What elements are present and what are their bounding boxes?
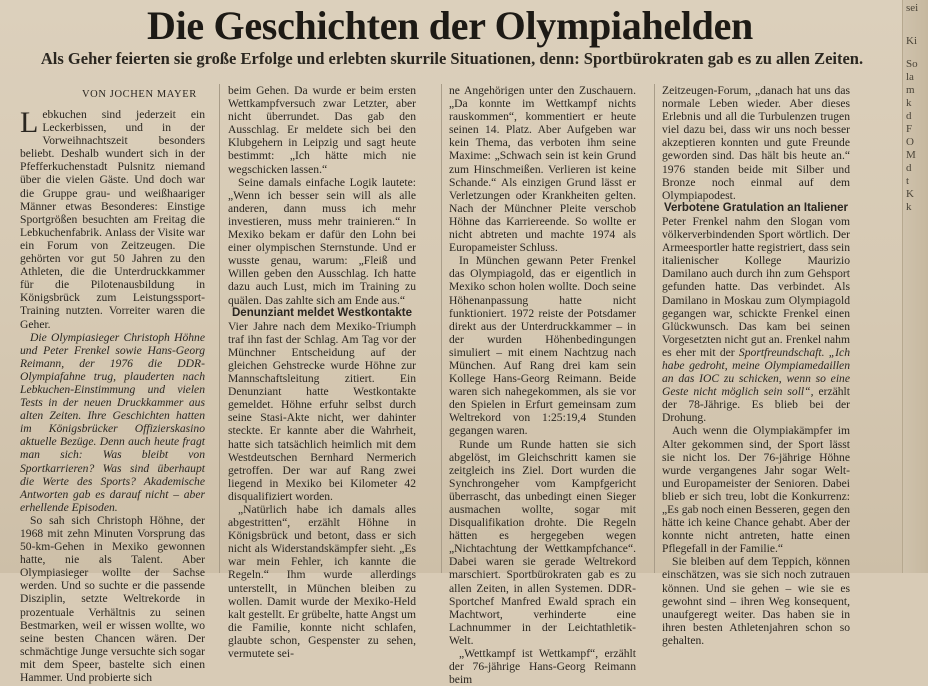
paragraph-text: Peter Frenkel nahm den Slogan vom völkerverbindenden Sport wörtlich. Der Armeesportler hatte registriert, dass sein italienischer Kollege Maurizio Damilano auch durch ihn zum Gehsport gefunden hatte. Das verbindet. Als Damilano in Moskau zum Olympiagold gegangen war, schickte Frenkel einen Glückwunsch. Das kam bei seinen Vorgesetzten nicht gut an. Frenkel nahm es eher mit der xyxy=(662,214,850,359)
article-column-1 xyxy=(20,108,205,684)
drop-cap: L xyxy=(20,106,39,139)
edge-fragment: k xyxy=(906,97,912,109)
article-column-2 xyxy=(228,84,416,660)
paragraph xyxy=(20,108,205,331)
article-column-4 xyxy=(662,84,850,647)
byline: VON JOCHEN MAYER xyxy=(82,89,197,100)
edge-fragment: t xyxy=(906,175,910,187)
paragraph: Seine damals einfache Logik lautete: „Wenn ich besser sein will als alle anderen, dann muss ich mehr investieren, muss mehr trainieren.“ In Mexiko bekam er dafür den Lohn bei einer olympischen Sternstunde. Und er wusste genau, warum: „Fleiß und Willen geben den Ausschlag. Ich hatte dazu auch Lust, mich im Training zu quälen. Das zahlte sich am Ende aus.“ xyxy=(228,175,416,307)
paragraph: Runde um Runde hatten sie sich abgelöst, im Gleichschritt kamen sie zeitgleich ins Ziel. Dort wurden die Synchrongeher vom Kampfgericht überrascht, das unbedingt einen Sieger ausmachen wollte, sogar mit Disqualifikation drohte. Die Regeln hätten es hergegeben wegen „Nichtachtung der Wettkampfchance“. Dabei waren sie gerade Weltrekord marschiert. Sportbürokraten gab es zu allen Zeiten, in allen Systemen. DDR-Sportchef Manfred Ewald sprach ein Machtwort, verhinderte eine Lachnummer in der Leichtathletik-Welt. xyxy=(449,437,636,647)
paragraph: „Natürlich habe ich damals alles abgestritten“, erzählt Höhne in Königsbrück und betont, dass er sich nicht als Widerstandskämpfer sieht. „Es war mein Fehler, ich kannte die Regeln.“ Ihm wurde allerdings unterstellt, in München bleiben zu wollen. Damit wurde der Mexiko-Held kalt gestellt. Er grübelte, hatte Angst um die Familie, konnte nicht schlafen, glaubte schon, Gespenster zu sehen, vermutete sei- xyxy=(228,503,416,661)
edge-fragment: F xyxy=(906,123,913,135)
edge-fragment: la xyxy=(906,71,914,83)
italic-quote: Sportfreundschaft. „Ich habe gedroht, meine Olympiamedaillen an das IOC zu schicken, wenn so eine Geste nicht möglich sein soll“, xyxy=(662,345,850,399)
edge-fragment: M xyxy=(906,149,916,161)
column-divider xyxy=(219,84,220,573)
paragraph: beim Gehen. Da wurde er beim ersten Wettkampfversuch zwar Letzter, aber nicht überrundet. Das gab den Ausschlag. Er meldete sich bei den Klubgehern in Leipzig und sagt heute bestimmt: „Ich hätte mich nie wegschicken lassen.“ xyxy=(228,84,416,176)
edge-fragment: K xyxy=(906,188,914,200)
edge-fragment: sei xyxy=(906,2,919,14)
paragraph: ne Angehörigen unter den Zuschauern. „Da konnte im Wettkampf nichts rauskommen“, kommentiert er heute seinen 14. Platz. Aber Aufgeben war kein Thema, das verboten ihm seine Maxime: „Schwach sein ist kein Grund zum Hinschmeißen. Verlieren ist keine Schande.“ Als einzigen Grund lässt er Verletzungen oder Krankheiten gelten. Nach der Münchner Pleite verschob Höhne das Karriereende. So wollte er nicht abtreten und machte 1974 als Europameister Schluss. xyxy=(449,84,636,255)
paragraph-text: erzählt der 78-Jährige. Es blieb bei der Drohung. xyxy=(662,385,850,425)
edge-fragment: Ki xyxy=(906,35,917,47)
paragraph: „Wettkampf ist Wettkampf“, erzählt der 76-jährige Hans-Georg Reimann beim xyxy=(449,647,636,686)
article-column-3 xyxy=(449,84,636,686)
paragraph-text: ebkuchen sind jederzeit ein Leckerbissen, und in der Vorweihnachtszeit besonders beliebt. Deshalb wundert sich in der Pfefferkuchenstadt Pulsnitz niemand über die vielen Gäste. Und doch war die Gruppe grau- und weißhaariger Männer etwas Besonderes: Einstige Sportgrößen besuchten am Freitag die Lebkuchenfabrik. Anlass der Visite war ein Forum von Zeitzeugen. Die gehörten vor gut 50 Jahren zu den Athleten, die die Unterdruckkammer für die Pilotenausbildung in Königsbrück zum Leistungssport-Training nutzten. Vorreiter waren die Geher. xyxy=(20,108,205,331)
column-divider xyxy=(654,84,655,573)
headline: Die Geschichten der Olympiahelden xyxy=(146,3,754,48)
column-divider xyxy=(441,84,442,573)
paragraph: In München gewann Peter Frenkel das Olympiagold, das er eigentlich in Mexiko schon holen wollte. Doch seine Höhenanpassung hatte nicht funktioniert. 1972 reiste der Potsdamer direkt aus der Unterdruckkammer – in der wurden Höhenbedingungen simuliert – mit einem Nachtzug nach München. Auf Rang drei kam sein Kollege Hans-Georg Reimann. Beide waren sich nahegekommen, als sie vor den Spielen in Erfurt gemeinsam zum Weltrekord von 1:25:19,4 Stunden gegangen waren. xyxy=(449,254,636,438)
edge-fragment: k xyxy=(906,201,912,213)
paragraph-text: Die Olympiasieger Christoph Höhne und Peter Frenkel sowie Hans-Georg Reimann, der 1976 die DDR-Olympiafahne trug, plauderten nach Lebkuchen-Einstimmung und vielen Tests in der neuen Druckkammer aus alten Zeiten. Ihre Geschichten hatten im Königsbrücker Offizierskasino aktuelle Bezüge. Denn auch heute fragt man sich: Was bleibt von Sportkarrieren? Was sind überhaupt die Werte des Sports? Akademische Antworten gab es darauf nicht – aber erhellende Episoden. xyxy=(20,330,205,514)
edge-fragment: m xyxy=(906,84,915,96)
paragraph xyxy=(662,215,850,425)
paragraph xyxy=(20,331,205,514)
section-subheading: Verbotene Gratulation an Italiener xyxy=(663,201,849,214)
edge-fragment: d xyxy=(906,110,912,122)
edge-fragment: So xyxy=(906,58,918,70)
edge-fragment: O xyxy=(906,136,914,148)
paragraph: So sah sich Christoph Höhne, der 1968 mit zehn Minuten Vorsprung das 50-km-Gehen in Mexiko gewonnen hatte, nie als Talent. Aber Olympiasieger wollte der Sachse werden. Und so suchte er die passende Disziplin, setzte Weltrekorde in prozentuale Verhältnis zu seinen Bestmarken, weil er wissen wollte, wo seine besten Chancen wären. Der schmächtige Junge versuchte sich sogar mit dem Speer, bastelte sich einen Hammer. Und probierte sich xyxy=(20,513,205,685)
paragraph: Zeitzeugen-Forum, „danach hat uns das normale Leben wieder. Aber dieses Erlebnis und all die Turbulenzen trugen viel dazu bei, dass wir uns noch besser akzeptieren konnten und gute Freunde geworden sind. Das hält bis heute an.“ 1976 standen beide mit Silber und Bronze noch einmal auf dem Olympiapodest. xyxy=(662,84,850,202)
edge-fragment: d xyxy=(906,162,912,174)
section-subheading: Denunziant meldet Westkontakte xyxy=(232,306,412,319)
paragraph: Auch wenn die Olympiakämpfer im Alter gekommen sind, der Sport lässt sie nicht los. Der 76-jährige Höhne wurde vergangenes Jahr sogar Welt- und Europameister der Senioren. Dabei blieb er sich treu, lobt die Konkurrenz: „Es gab noch einen Besseren, gegen den hätte ich keine Chance gehabt. Aber der konnte nicht antreten, hatte einen Pflegefall in der Familie.“ xyxy=(662,424,850,556)
adjacent-column-edge xyxy=(902,0,928,573)
subheadline: Als Geher feierten sie große Erfolge und erlebten skurrile Situationen, denn: Sportbürokraten gab es zu allen Zeiten. xyxy=(40,49,864,68)
paragraph: Vier Jahre nach dem Mexiko-Triumph traf ihn fast der Schlag. Am Tag vor der Münchner Entscheidung auf der gleichen Gehstrecke wurde Höhne zur Mannschaftsleitung zitiert. Ein Denunziant hatte Westkontakte gemeldet. Höhne erfuhr selbst durch seine Stasi-Akte nicht, wer dahinter steckte. Er kannte aber die Wahrheit, hatte sich tatsächlich heimlich mit dem Westdeutschen Bernhard Nermerich getroffen. Der war auf Rang zwei liegend in Mexiko bei Kilometer 42 disqualifiziert worden. xyxy=(228,319,416,503)
paragraph: Sie bleiben auf dem Teppich, können einschätzen, was sie sich noch zutrauen können. Und sie gehen – wie sie es gewohnt sind – ihren Weg konsequent, unaufgeregt weiter. Das haben sie in ihren besten Athletenjahren schon so gehalten. xyxy=(662,555,850,647)
